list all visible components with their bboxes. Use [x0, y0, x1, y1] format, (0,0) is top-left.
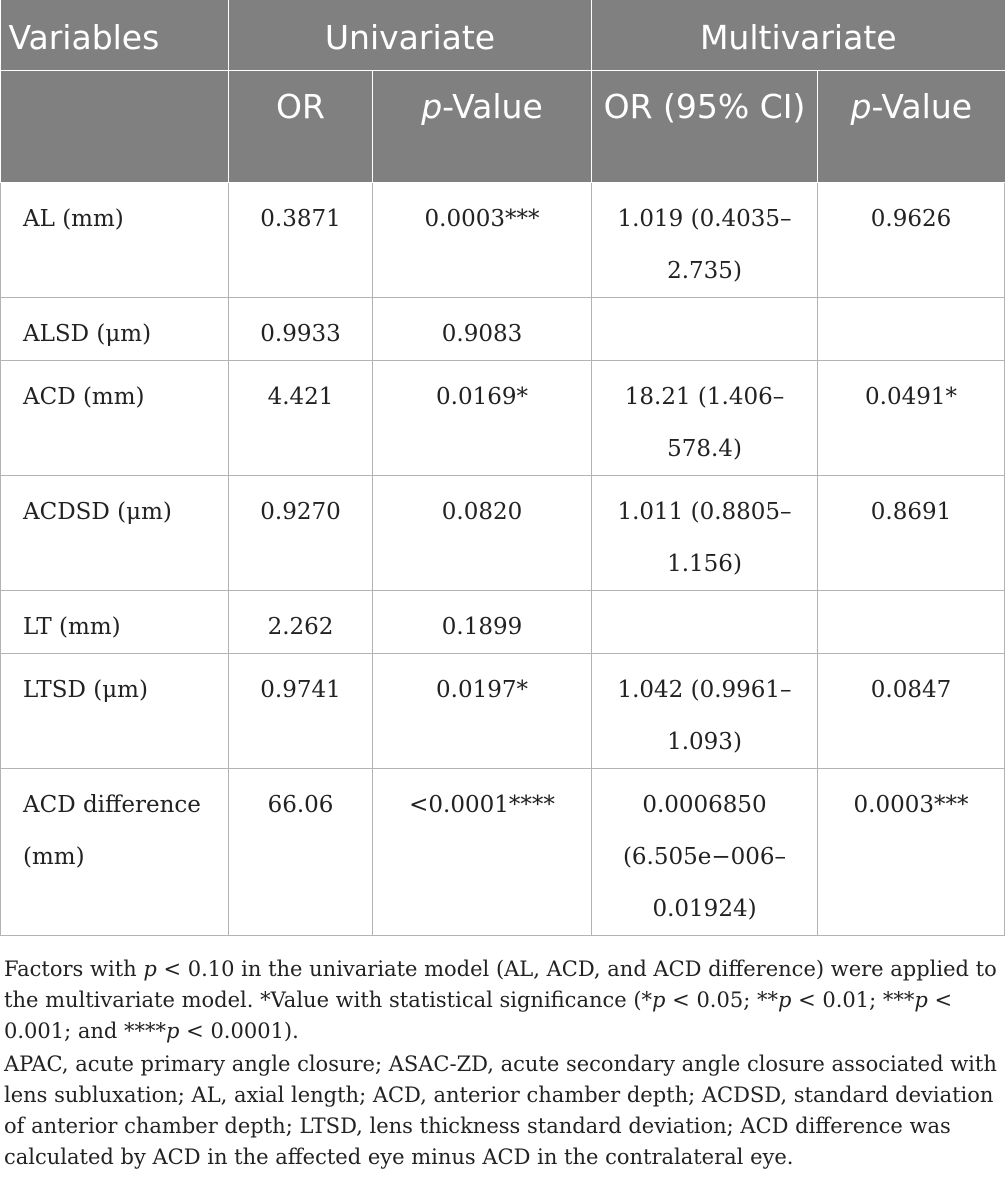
- header-blank: [1, 70, 229, 182]
- cell-uni-p: 0.9083: [373, 297, 592, 360]
- cell-multi-or: 1.042 (0.9961–1.093): [592, 653, 818, 768]
- footnote-text: < 0.0001).: [179, 1018, 299, 1043]
- p-rest: -Value: [442, 86, 543, 126]
- footnote-text: < 0.10 in the univariate model (AL, ACD, and ACD difference) were applied to the multivariate model. *Value with statistical significance (*: [4, 956, 997, 1012]
- cell-uni-p: 0.1899: [373, 590, 592, 653]
- cell-multi-or: 1.011 (0.8805–1.156): [592, 475, 818, 590]
- p-italic: p: [421, 86, 443, 126]
- cell-multi-p: [818, 297, 1005, 360]
- table-row: [1, 182, 1005, 297]
- cell-uni-or: 66.06: [229, 768, 373, 935]
- cell-uni-or: 4.421: [229, 360, 373, 475]
- table-row: [1, 475, 1005, 590]
- header-multi-p: [818, 70, 1005, 182]
- footnote-p: p: [914, 987, 928, 1012]
- cell-multi-or: 1.019 (0.4035–2.735): [592, 182, 818, 297]
- table-row: [1, 360, 1005, 475]
- table-body: [1, 182, 1005, 935]
- cell-multi-p: [818, 590, 1005, 653]
- header-variables: Variables: [1, 0, 229, 70]
- footnote-text: < 0.001; and ****: [4, 987, 953, 1043]
- cell-variable: ACDSD (μm): [1, 475, 229, 590]
- cell-variable: ACD (mm): [1, 360, 229, 475]
- footnote-text: Factors with: [4, 956, 144, 981]
- cell-uni-or: 0.9270: [229, 475, 373, 590]
- cell-variable: LT (mm): [1, 590, 229, 653]
- header-uni-p: [373, 70, 592, 182]
- cell-uni-or: 0.3871: [229, 182, 373, 297]
- footnote-text: < 0.01; ***: [791, 987, 915, 1012]
- cell-multi-or: 0.0006850 (6.505e−006–0.01924): [592, 768, 818, 935]
- header-row-1: [1, 0, 1005, 70]
- cell-multi-or: [592, 590, 818, 653]
- table-row: [1, 590, 1005, 653]
- cell-variable: ACD difference (mm): [1, 768, 229, 935]
- cell-uni-p: 0.0003***: [373, 182, 592, 297]
- header-uni-or: OR: [229, 70, 373, 182]
- footnote-p: p: [143, 956, 157, 981]
- cell-uni-p: 0.0169*: [373, 360, 592, 475]
- footnote-text: < 0.05; **: [665, 987, 778, 1012]
- cell-variable: AL (mm): [1, 182, 229, 297]
- footnote-p: p: [652, 987, 666, 1012]
- cell-multi-or: [592, 297, 818, 360]
- header-multivariate: Multivariate: [592, 0, 1005, 70]
- table-row: [1, 768, 1005, 935]
- header-univariate: Univariate: [229, 0, 592, 70]
- cell-multi-p: 0.8691: [818, 475, 1005, 590]
- cell-uni-or: 0.9741: [229, 653, 373, 768]
- footnote-p: p: [777, 987, 792, 1012]
- cell-multi-or: 18.21 (1.406–578.4): [592, 360, 818, 475]
- cell-multi-p: 0.0003***: [818, 768, 1005, 935]
- table-header: [1, 0, 1005, 182]
- cell-variable: ALSD (μm): [1, 297, 229, 360]
- p-italic: p: [850, 86, 872, 126]
- table-row: [1, 653, 1005, 768]
- cell-multi-p: 0.0491*: [818, 360, 1005, 475]
- footnote-significance: [0, 954, 1005, 1047]
- header-multi-or-ci: OR (95% CI): [592, 70, 818, 182]
- cell-uni-or: 0.9933: [229, 297, 373, 360]
- p-rest: -Value: [871, 86, 973, 126]
- table-row: [1, 297, 1005, 360]
- cell-variable: LTSD (μm): [1, 653, 229, 768]
- footnote-p: p: [166, 1018, 180, 1043]
- cell-multi-p: 0.9626: [818, 182, 1005, 297]
- header-row-2: [1, 70, 1005, 182]
- cell-uni-p: 0.0197*: [373, 653, 592, 768]
- cell-uni-p: <0.0001****: [373, 768, 592, 935]
- cell-uni-or: 2.262: [229, 590, 373, 653]
- cell-multi-p: 0.0847: [818, 653, 1005, 768]
- cell-uni-p: 0.0820: [373, 475, 592, 590]
- footnote-abbreviations: APAC, acute primary angle closure; ASAC-ZD, acute secondary angle closure associated with lens subluxation; AL, axial length; ACD, anterior chamber depth; ACDSD, standard deviation of anterior chamber depth; LTSD, lens thickness standard deviation; ACD difference was calculated by ACD in the affected eye minus ACD in the contralateral eye.: [4, 1051, 997, 1169]
